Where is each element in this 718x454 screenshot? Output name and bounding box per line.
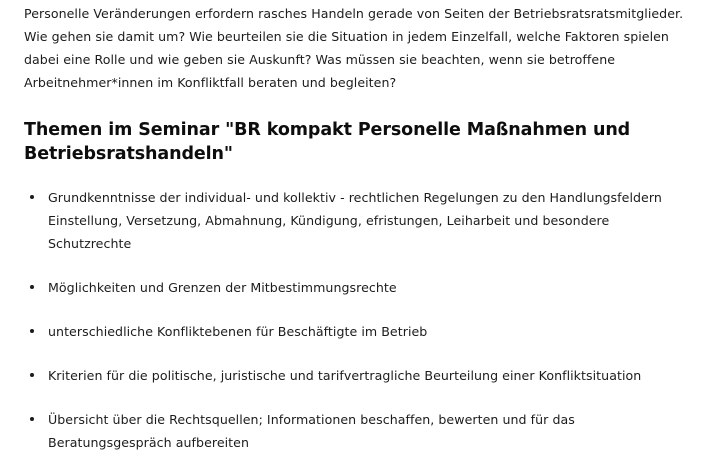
intro-paragraph: Personelle Veränderungen erfordern rasches Handeln gerade von Seiten der Betriebsratsratsmitglieder. Wie gehen sie damit um? Wie beurteilen sie die Situation in jedem Einzelfall, welche Faktoren spielen dabei eine Rolle und wie geben sie Auskunft? Was müssen sie beachten, wenn sie betroffene Arbeitnehmer*innen im Konfliktfall beraten und begleiten?	[24, 6, 684, 90]
list-item: Übersicht über die Rechtsquellen; Informationen beschaffen, bewerten und für das Beratungsgespräch aufbereiten	[24, 408, 694, 454]
list-item: Möglichkeiten und Grenzen der Mitbestimmungsrechte	[24, 276, 694, 299]
list-item: Kriterien für die politische, juristische und tarifvertragliche Beurteilung einer Konfliktsituation	[24, 364, 694, 387]
topics-list	[24, 186, 694, 454]
list-item: Grundkenntnisse der individual- und kollektiv - rechtlichen Regelungen zu den Handlungsfeldern Einstellung, Versetzung, Abmahnung, Kündigung, efristungen, Leiharbeit und besondere Schutzrechte	[24, 186, 694, 255]
section-heading: Themen im Seminar "BR kompakt Personelle Maßnahmen und Betriebsratshandeln"	[24, 120, 631, 164]
list-item: unterschiedliche Konfliktebenen für Beschäftigte im Betrieb	[24, 320, 694, 343]
